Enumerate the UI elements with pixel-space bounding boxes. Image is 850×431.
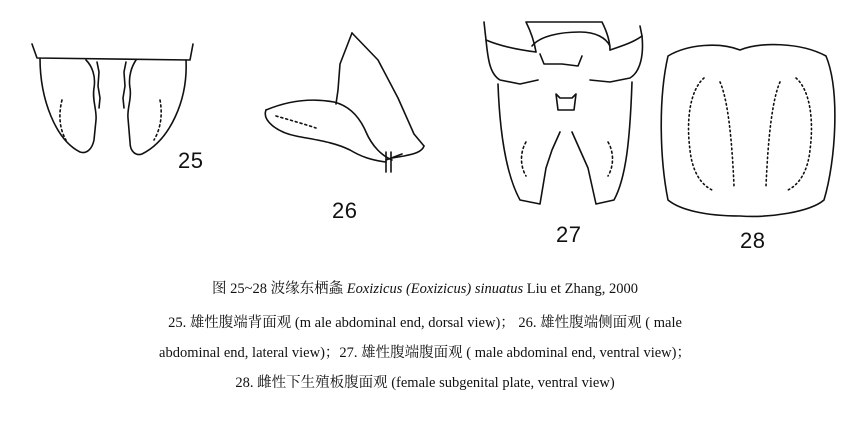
caption-title: [0, 280, 850, 298]
caption-authority: Liu et Zhang, 2000: [523, 281, 638, 297]
caption-line-4: 28. 雌性下生殖板腹面观 (female subgenital plate, ventral view): [235, 375, 615, 391]
drawing-fig26: [265, 33, 424, 172]
caption-line-3: abdominal end, lateral view)；27. 雄性腹端腹面观 ( male abdominal end, ventral view)；: [159, 345, 691, 361]
figure-number-28: 28: [740, 228, 766, 253]
drawing-fig27: [484, 22, 643, 204]
figure-number-25: 25: [178, 148, 204, 173]
figure-number-27: 27: [556, 222, 582, 247]
species-name: Eoxizicus (Eoxizicus) sinuatus: [346, 281, 524, 297]
drawing-fig25: [32, 44, 193, 155]
drawing-fig28: [661, 45, 835, 217]
caption-prefix: 图 25~28 波缘东栖螽: [212, 281, 347, 297]
figure-number-26: 26: [332, 198, 358, 223]
caption-line-2: 25. 雄性腹端背面观 (m ale abdominal end, dorsal view)； 26. 雄性腹端侧面观 ( male: [168, 315, 682, 331]
